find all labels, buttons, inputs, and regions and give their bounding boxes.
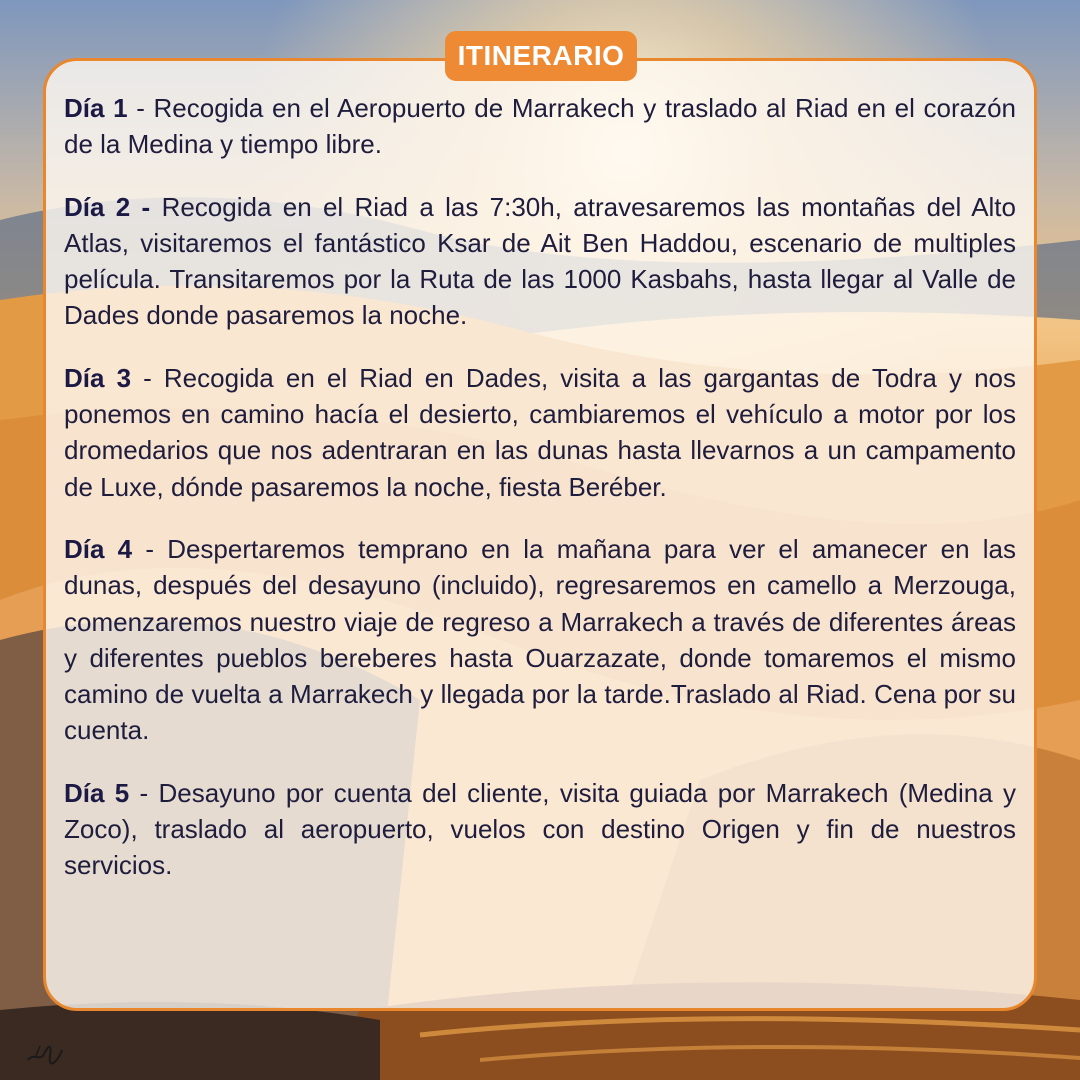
itinerary-list	[64, 90, 1016, 910]
day-1-entry	[64, 90, 1016, 163]
day-5-text: Desayuno por cuenta del cliente, visita guiada por Marrakech (Medina y Zoco), traslado al aeropuerto, vuelos con destino Origen y fin de nuestros servicios.	[64, 777, 1017, 881]
day-3-entry	[64, 360, 1016, 505]
itinerary-badge	[445, 31, 637, 81]
signature-icon	[26, 1032, 66, 1068]
day-4-entry	[64, 531, 1016, 749]
day-1-label: Día 1	[64, 93, 128, 123]
day-4-text: Despertaremos temprano en la mañana para ver el amanecer en las dunas, después del desayuno (incluido), regresaremos en camello a Merzouga, comenzaremos nuestro viaje de regreso a Marrakech a través de diferentes áreas y diferentes pueblos bereberes hasta Ouarzazate, donde tomaremos el mismo camino de vuelta a Marrakech y llegada por la tarde.Traslado al Riad. Cena por su cuenta.	[64, 533, 1017, 746]
day-1-separator: -	[127, 93, 154, 123]
day-4-separator: -	[132, 533, 168, 564]
day-2-entry	[64, 189, 1016, 334]
day-2-text: Recogida en el Riad a las 7:30h, atravesaremos las montañas del Alto Atlas, visitaremos el fantástico Ksar de Ait Ben Haddou, escenario de multiples película. Transitaremos por la Ruta de las 1000 Kasbahs, hasta llegar al Valle de Dades donde pasaremos la noche.	[64, 191, 1016, 331]
day-2-separator	[150, 192, 161, 222]
day-3-text: Recogida en el Riad en Dades, visita a las gargantas de Todra y nos ponemos en camino hacía el desierto, cambiaremos el vehículo a motor por los dromedarios que nos adentraran en las dunas hasta llevarnos a un campamento de Luxe, dónde pasaremos la noche, fiesta Beréber.	[64, 362, 1017, 502]
day-3-label: Día 3	[64, 362, 132, 393]
day-5-separator: -	[129, 777, 159, 808]
day-5-label: Día 5	[64, 777, 130, 808]
day-5-entry	[64, 775, 1016, 884]
day-1-text: Recogida en el Aeropuerto de Marrakech y traslado al Riad en el corazón de la Medina y tiempo libre.	[64, 93, 1016, 160]
day-2-label: Día 2 -	[64, 191, 151, 222]
itinerary-title: ITINERARIO	[457, 40, 625, 71]
day-3-separator: -	[131, 362, 164, 393]
day-4-label: Día 4	[64, 533, 133, 564]
